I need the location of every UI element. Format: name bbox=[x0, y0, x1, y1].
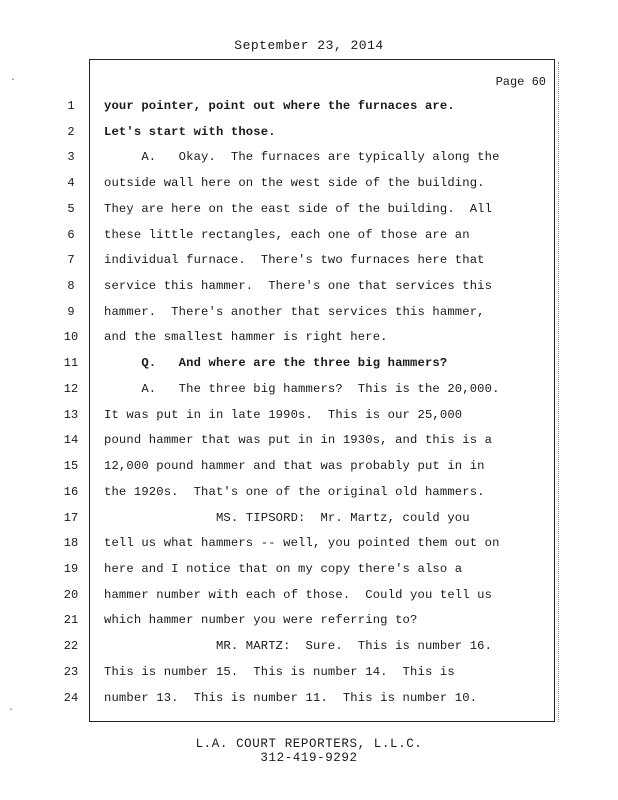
transcript-line: here and I notice that on my copy there's also a bbox=[104, 562, 463, 576]
transcript-line: tell us what hammers -- well, you pointed them out on bbox=[104, 536, 500, 550]
transcript-line: This is number 15. This is number 14. This is bbox=[104, 665, 455, 679]
line-number: 12 bbox=[63, 382, 79, 396]
line-number: 6 bbox=[67, 228, 75, 242]
line-number: 21 bbox=[63, 613, 79, 627]
transcript-line: individual furnace. There's two furnaces here that bbox=[104, 253, 485, 267]
line-number: 7 bbox=[67, 253, 75, 267]
transcript-line: outside wall here on the west side of the building. bbox=[104, 176, 485, 190]
transcript-date: September 23, 2014 bbox=[234, 38, 384, 53]
transcript-line: 12,000 pound hammer and that was probably put in in bbox=[104, 459, 485, 473]
line-number: 18 bbox=[63, 536, 79, 550]
line-number: 15 bbox=[63, 459, 79, 473]
footer-phone: 312-419-9292 bbox=[260, 751, 358, 765]
footer-company: L.A. COURT REPORTERS, L.L.C. bbox=[195, 737, 423, 751]
line-number: 20 bbox=[63, 588, 79, 602]
transcript-line: A. The three big hammers? This is the 20,000. bbox=[104, 382, 500, 396]
line-number: 2 bbox=[67, 125, 75, 139]
line-number: 8 bbox=[67, 279, 75, 293]
transcript-line: which hammer number you were referring to? bbox=[104, 613, 418, 627]
scan-speck: · bbox=[10, 75, 17, 86]
scan-speck: · bbox=[8, 705, 15, 716]
line-number: 5 bbox=[67, 202, 75, 216]
transcript-line: and the smallest hammer is right here. bbox=[104, 330, 388, 344]
transcript-line: A. Okay. The furnaces are typically along the bbox=[104, 150, 500, 164]
line-number: 3 bbox=[67, 150, 75, 164]
line-number: 4 bbox=[67, 176, 75, 190]
line-number: 1 bbox=[67, 99, 75, 113]
transcript-line: hammer. There's another that services this hammer, bbox=[104, 305, 485, 319]
line-number: 10 bbox=[63, 330, 79, 344]
transcript-line: the 1920s. That's one of the original old hammers. bbox=[104, 485, 485, 499]
line-number: 23 bbox=[63, 665, 79, 679]
line-number: 22 bbox=[63, 639, 79, 653]
transcript-line: MR. MARTZ: Sure. This is number 16. bbox=[104, 639, 493, 653]
transcript-line: pound hammer that was put in in 1930s, and this is a bbox=[104, 433, 493, 447]
page-number: Page 60 bbox=[495, 75, 546, 89]
transcript-line: these little rectangles, each one of those are an bbox=[104, 228, 470, 242]
page-edge-border bbox=[558, 62, 560, 722]
transcript-line: number 13. This is number 11. This is number 10. bbox=[104, 691, 478, 705]
line-number: 17 bbox=[63, 511, 79, 525]
transcript-line: MS. TIPSORD: Mr. Martz, could you bbox=[104, 511, 470, 525]
line-number: 9 bbox=[67, 305, 75, 319]
line-number: 11 bbox=[63, 356, 79, 370]
transcript-line: service this hammer. There's one that services this bbox=[104, 279, 493, 293]
transcript-line: They are here on the east side of the building. All bbox=[104, 202, 493, 216]
transcript-line: It was put in in late 1990s. This is our 25,000 bbox=[104, 408, 463, 422]
line-number: 24 bbox=[63, 691, 79, 705]
line-number: 16 bbox=[63, 485, 79, 499]
transcript-line: your pointer, point out where the furnaces are. bbox=[104, 99, 455, 113]
line-number: 13 bbox=[63, 408, 79, 422]
transcript-line: Q. And where are the three big hammers? bbox=[104, 356, 448, 370]
transcript-line: hammer number with each of those. Could you tell us bbox=[104, 588, 493, 602]
line-number: 14 bbox=[63, 433, 79, 447]
line-number: 19 bbox=[63, 562, 79, 576]
transcript-line: Let's start with those. bbox=[104, 125, 276, 139]
